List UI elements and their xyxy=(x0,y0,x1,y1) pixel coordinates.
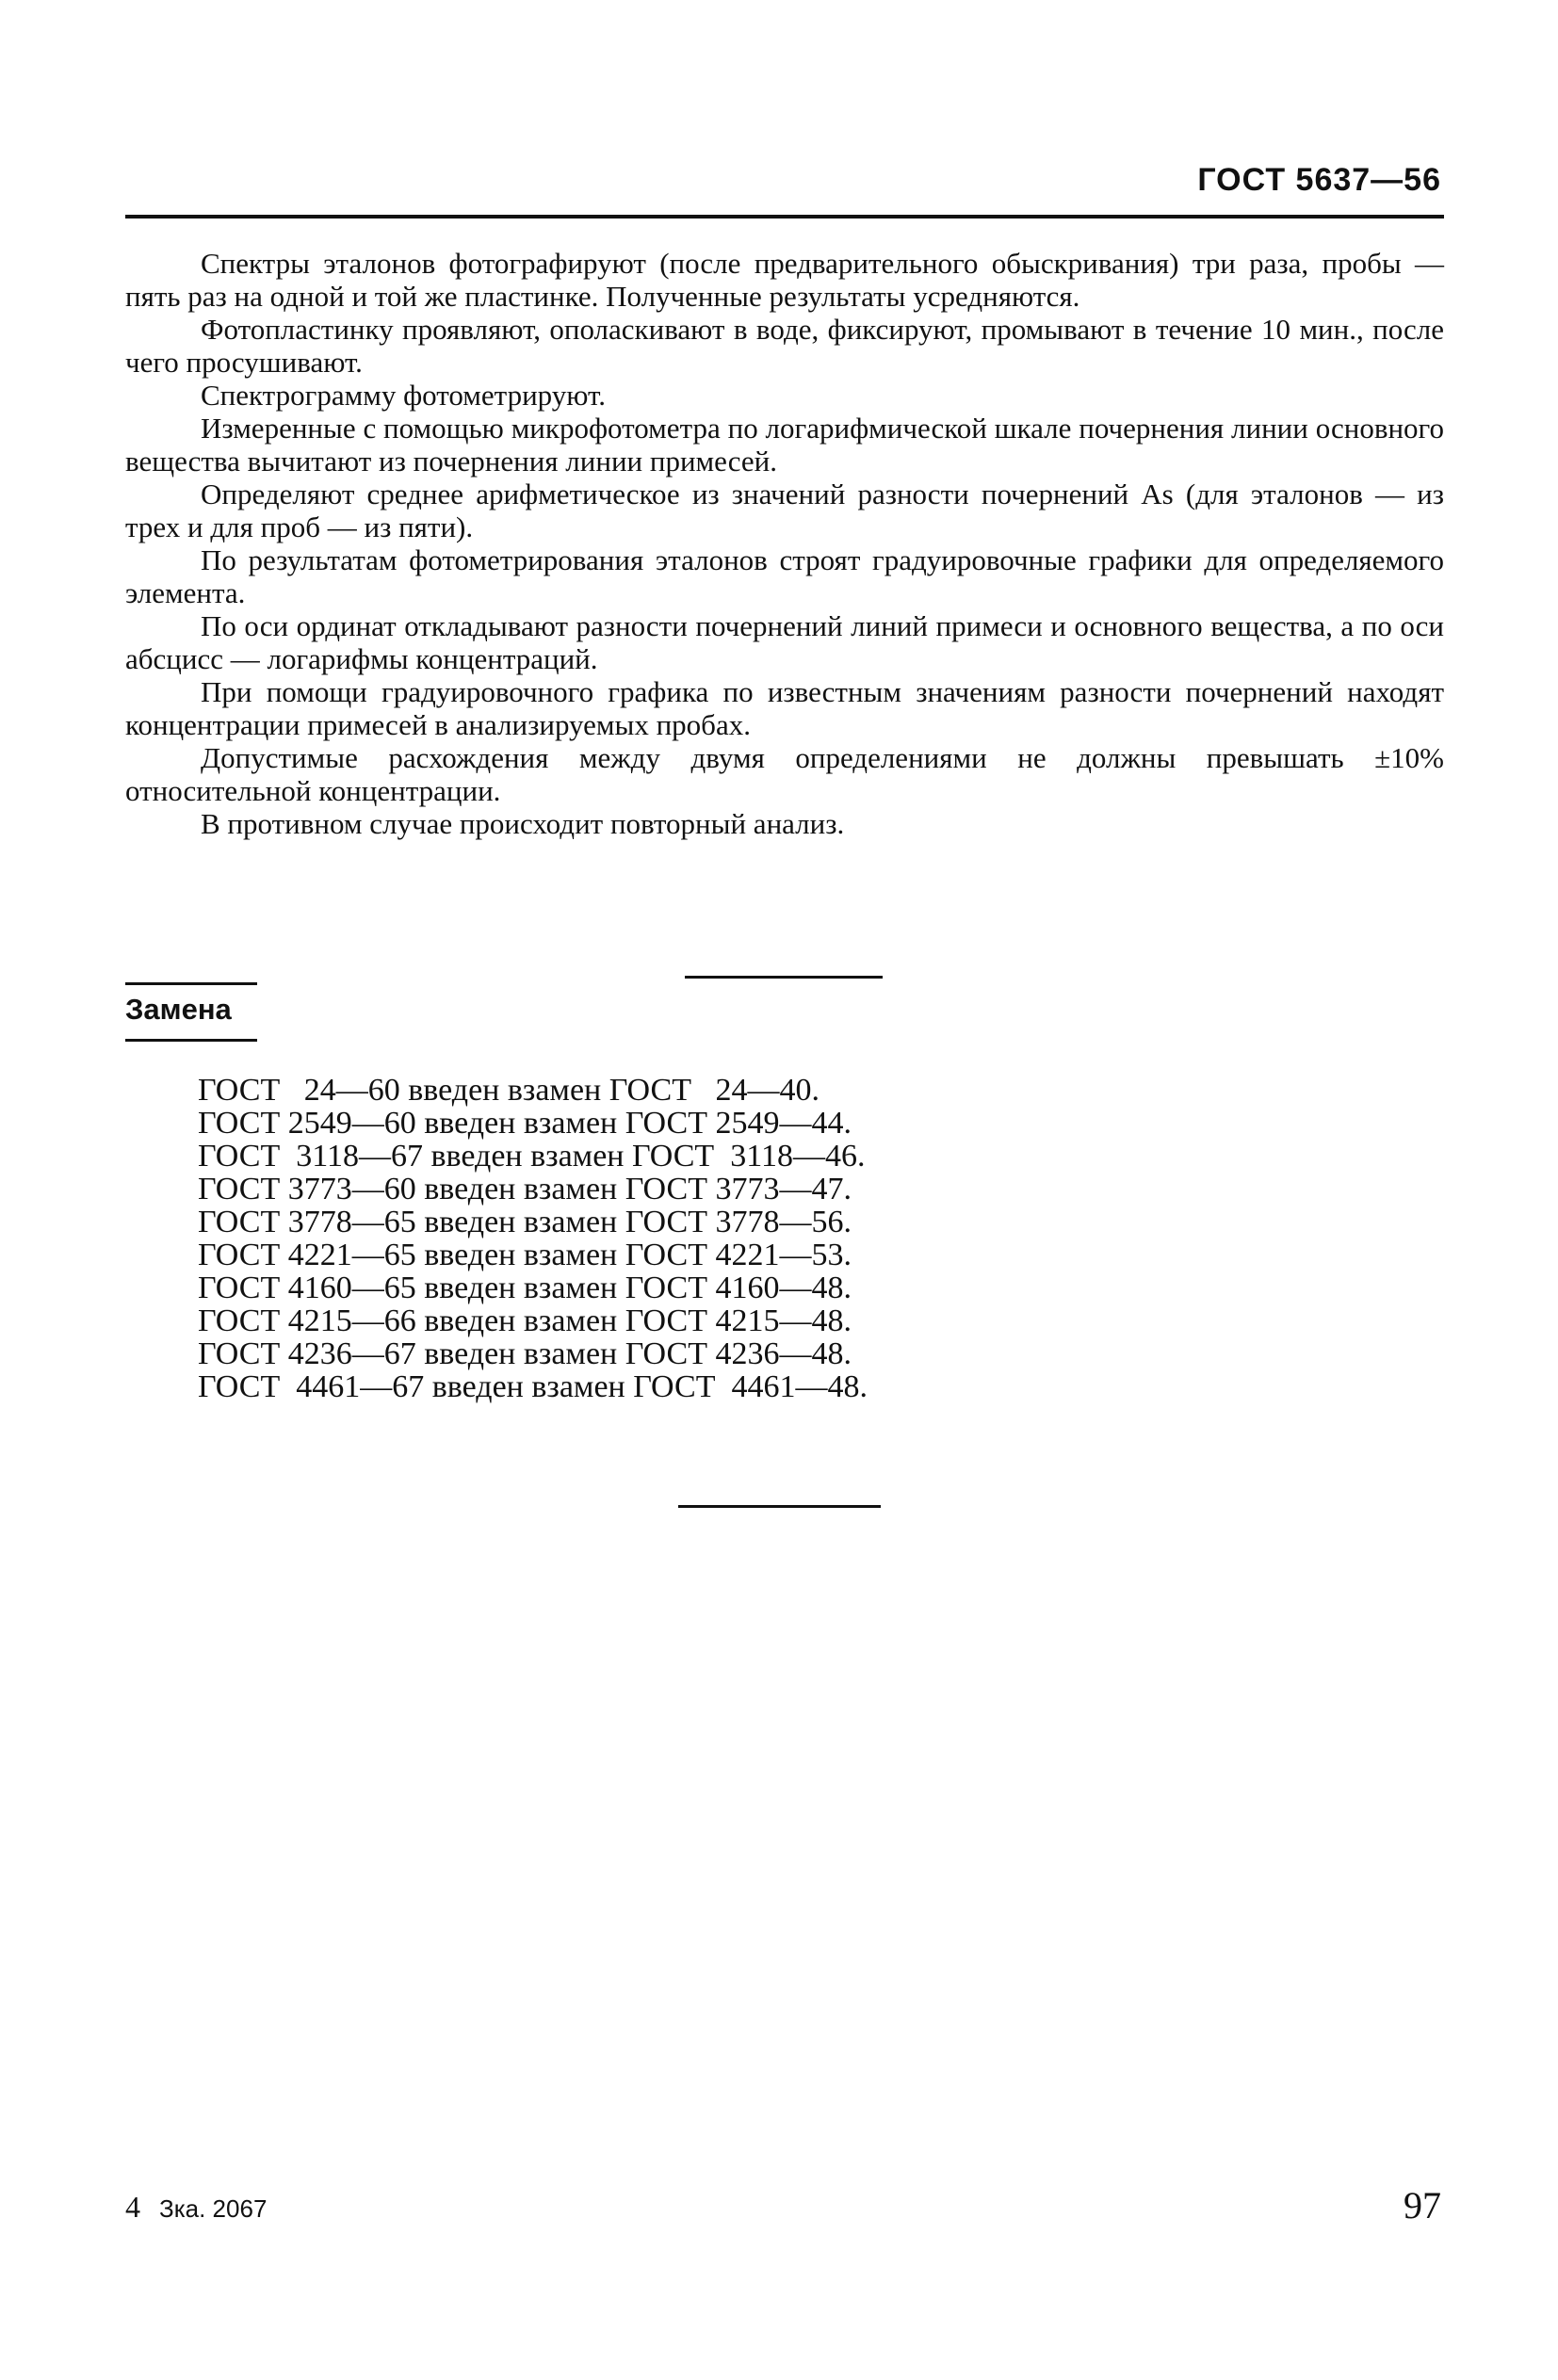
list-item: ГОСТ 4236—67 введен взамен ГОСТ 4236—48. xyxy=(198,1336,852,1371)
paragraph: Определяют среднее арифметическое из значений разности почернений Аs (для эталонов — из трех и для проб — из пяти). xyxy=(125,478,1444,543)
paragraph: По оси ординат откладывают разности почернений линий примеси и основного вещества, а по оси абсцисс — логарифмы концентраций. xyxy=(125,609,1444,675)
signature-number: 4 xyxy=(125,2190,140,2224)
paragraph: Спектрограмму фотометрируют. xyxy=(201,379,606,412)
paragraph: Спектры эталонов фотографируют (после предварительного обыскривания) три раза, пробы — пять раз на одной и той же пластинке. Полученные результаты усредняются. xyxy=(125,247,1444,313)
paragraph: Допустимые расхождения между двумя определениями не должны превышать ±10% относительной концентрации. xyxy=(125,741,1444,807)
list-item: ГОСТ 3778—65 введен взамен ГОСТ 3778—56. xyxy=(198,1205,852,1239)
list-item: ГОСТ 2549—60 введен взамен ГОСТ 2549—44. xyxy=(198,1106,852,1141)
list-item: ГОСТ 3118—67 введен взамен ГОСТ 3118—46. xyxy=(198,1139,866,1174)
page-number: 97 xyxy=(1404,2184,1441,2226)
list-item: ГОСТ 4160—65 введен взамен ГОСТ 4160—48. xyxy=(198,1271,852,1305)
zamena-top-rule xyxy=(125,982,257,985)
header-rule xyxy=(125,215,1444,219)
list-item: ГОСТ 24—60 введен взамен ГОСТ 24—40. xyxy=(198,1073,820,1108)
paragraph: Фотопластинку проявляют, ополаскивают в воде, фиксируют, промывают в течение 10 мин., после чего просушивают. xyxy=(125,313,1444,379)
page-header: ГОСТ 5637—56 xyxy=(1197,162,1441,198)
bottom-divider xyxy=(678,1505,881,1508)
paragraph: По результатам фотометрирования эталонов строят градуировочные графики для определяемого элемента. xyxy=(125,543,1444,609)
list-item: ГОСТ 4221—65 введен взамен ГОСТ 4221—53. xyxy=(198,1238,852,1272)
replacement-list xyxy=(198,1074,1046,1403)
center-divider xyxy=(685,976,883,979)
body-text xyxy=(125,247,1444,840)
list-item: ГОСТ 4215—66 введен взамен ГОСТ 4215—48. xyxy=(198,1303,852,1338)
paragraph: Измеренные с помощью микрофотометра по логарифмической шкале почернения линии основного вещества вычитают из почернения линии примесей. xyxy=(125,412,1444,478)
list-item: ГОСТ 4461—67 введен взамен ГОСТ 4461—48. xyxy=(198,1369,868,1404)
zamena-heading: Замена xyxy=(125,993,232,1026)
signature-text: Зка. 2067 xyxy=(159,2194,268,2223)
list-item: ГОСТ 3773—60 введен взамен ГОСТ 3773—47. xyxy=(198,1172,852,1206)
paragraph: При помощи градуировочного графика по известным значениям разности почернений находят концентрации примесей в анализируемых пробах. xyxy=(125,675,1444,741)
footer-signature xyxy=(125,2190,267,2225)
paragraph: В противном случае происходит повторный анализ. xyxy=(201,807,845,840)
zamena-bottom-rule xyxy=(125,1039,257,1042)
